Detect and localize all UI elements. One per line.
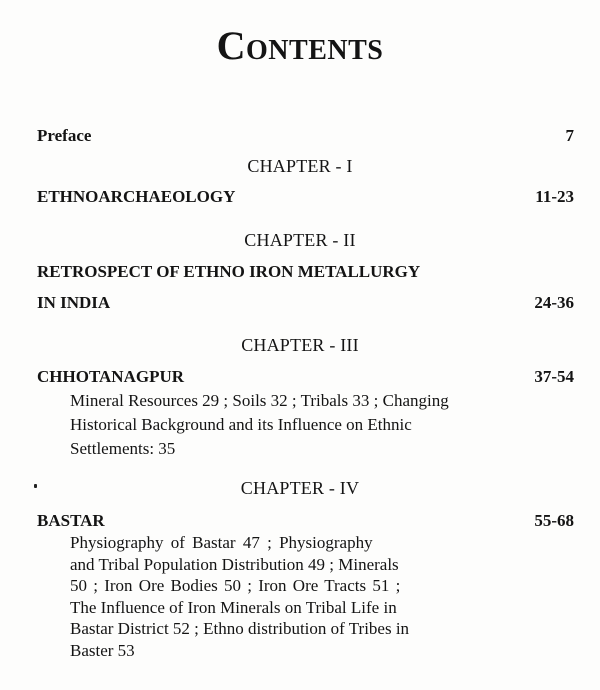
subtopic-line: Bastar District 52 ; Ethno distribution of Tribes in	[70, 619, 410, 638]
subtopic-line: Historical Background and its Influence on Ethnic	[70, 415, 412, 434]
chapter-heading-4: CHAPTER - IV	[240, 478, 360, 498]
subtopic-line: Baster 53	[70, 640, 135, 660]
entry-title-line1: RETROSPECT OF ETHNO IRON METALLURGY	[37, 262, 421, 281]
entry-title-line2: IN INDIA	[37, 293, 111, 312]
page-number: 7	[565, 126, 574, 145]
toc-entry-chapter-3[interactable]	[37, 367, 574, 387]
page-title: Contents	[216, 23, 384, 68]
subtopic-line: Settlements: 35	[70, 439, 176, 458]
page-number: 11-23	[535, 187, 574, 206]
entry-title: ETHNOARCHAEOLOGY	[37, 187, 236, 206]
toc-entry-chapter-2[interactable]	[37, 262, 574, 282]
page-number: 55-68	[534, 511, 574, 530]
subtopic-line: The Influence of Iron Minerals on Tribal Life in	[70, 597, 397, 617]
toc-entry-preface[interactable]	[37, 126, 574, 146]
entry-title: CHHOTANAGPUR	[37, 367, 185, 386]
page-number: 24-36	[534, 293, 574, 312]
toc-entry-chapter-4[interactable]	[37, 511, 574, 531]
entry-title: BASTAR	[37, 511, 105, 530]
subtopic-line: Physiography of Bastar 47 ; Physiography	[70, 533, 373, 552]
entry-title: Preface	[37, 126, 92, 145]
subtopic-line: 50 ; Iron Ore Bodies 50 ; Iron Ore Tracts 51 ;	[70, 576, 401, 595]
subtopics-chapter-3	[70, 389, 470, 461]
chapter-heading-1: CHAPTER - I	[247, 156, 353, 176]
subtopics-chapter-4	[70, 532, 470, 661]
chapter-heading-2: CHAPTER - II	[244, 230, 356, 250]
page-number: 37-54	[534, 367, 574, 386]
chapter-heading-3: CHAPTER - III	[241, 335, 359, 355]
subtopic-line: Mineral Resources 29 ; Soils 32 ; Tribals 33 ; Changing	[70, 391, 449, 410]
toc-entry-chapter-1[interactable]	[37, 187, 574, 207]
subtopic-line: and Tribal Population Distribution 49 ; Minerals	[70, 554, 399, 574]
toc-entry-chapter-2-line2[interactable]	[37, 293, 574, 313]
